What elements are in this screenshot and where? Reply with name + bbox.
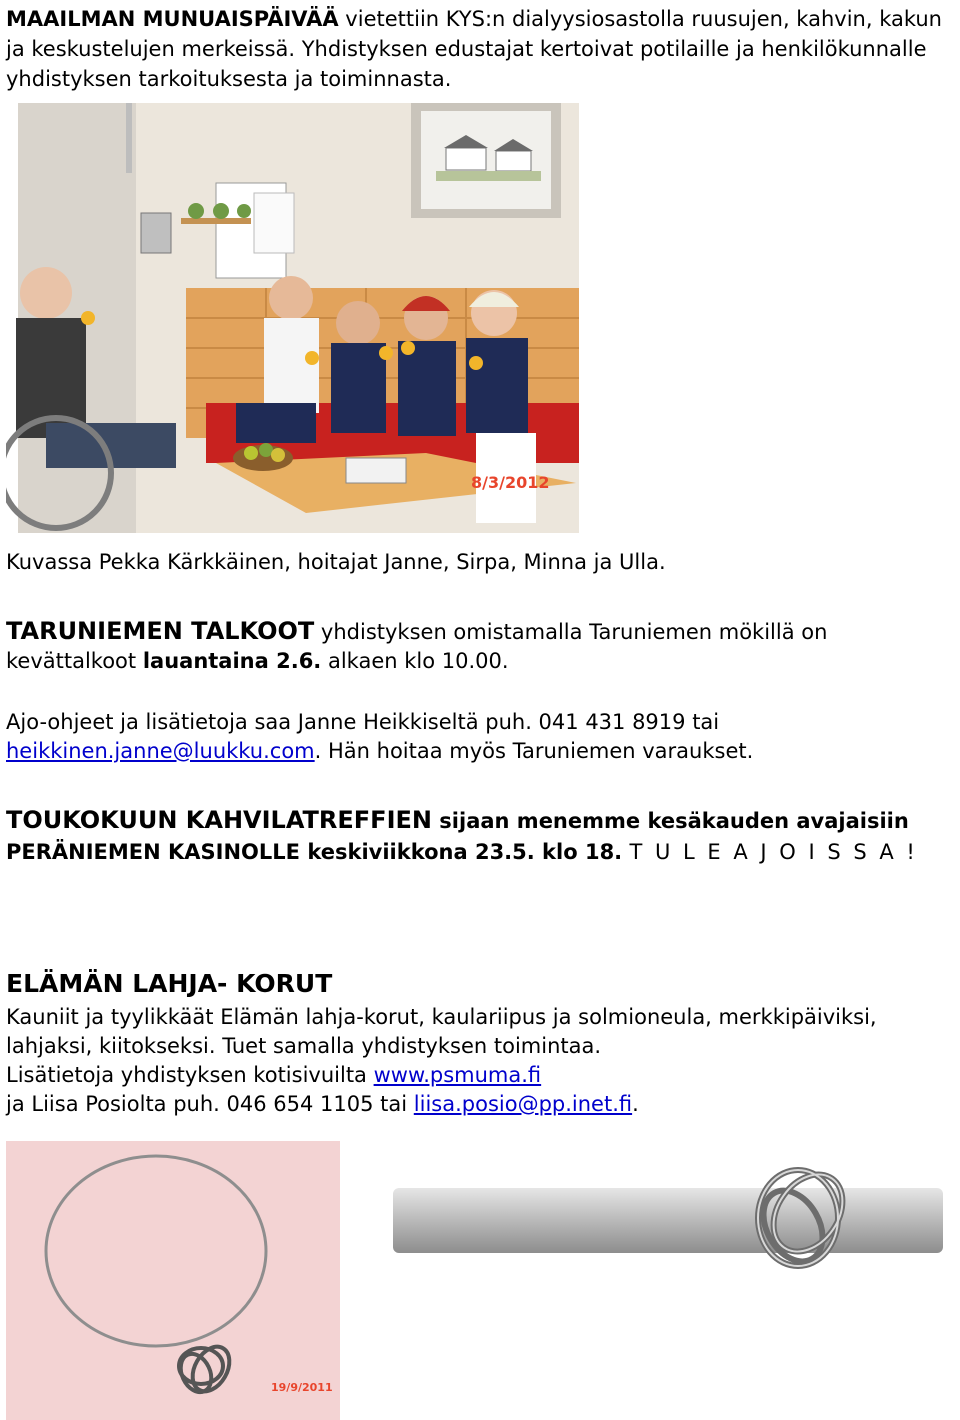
kahvila-heading: TOUKOKUUN KAHVILATREFFIEN xyxy=(6,806,432,834)
intro-heading: MAAILMAN MUNUAISPÄIVÄÄ xyxy=(6,7,339,31)
korut-line1: Kauniit ja tyylikkäät Elämän lahja-korut, kaulariipus ja solmioneula, merkkipäiviksi, lahjaksi, kiitokseksi. Tuet samalla yhdistyksen toimintaa. xyxy=(6,1005,877,1058)
korut-line3-prefix: ja Liisa Posiolta puh. 046 654 1105 tai xyxy=(6,1092,414,1116)
dialysis-ward-photo xyxy=(6,103,579,533)
intro-paragraph xyxy=(6,4,951,94)
taruniemi-text2: alkaen klo 10.00. xyxy=(321,649,509,673)
korut-section xyxy=(6,969,951,1119)
website-link[interactable]: www.psmuma.fi xyxy=(373,1063,542,1087)
photo-date-stamp: 8/3/2012 xyxy=(471,473,550,492)
taruniemi-text1: yhdistyksen omistamalla Taruniemen mökillä on kevättalkoot xyxy=(6,620,828,673)
korut-email-link[interactable]: liisa.posio@pp.inet.fi xyxy=(413,1092,633,1116)
contact-text1: Ajo-ohjeet ja lisätietoja saa Janne Heikkiseltä puh. 041 431 8919 tai xyxy=(6,710,720,734)
korut-line2-prefix: Lisätietoja yhdistyksen kotisivuilta xyxy=(6,1063,374,1087)
contact-text2: . Hän hoitaa myös Taruniemen varaukset. xyxy=(314,739,754,763)
taruniemi-paragraph xyxy=(6,617,951,676)
taruniemi-heading: TARUNIEMEN TALKOOT xyxy=(6,617,315,645)
photo-caption-block xyxy=(6,548,951,577)
korut-line3-suffix: . xyxy=(632,1092,639,1116)
photo-caption: Kuvassa Pekka Kärkkäinen, hoitajat Janne, Sirpa, Minna ja Ulla. xyxy=(6,550,666,574)
intro-text: vietettiin KYS:n dialyysiosastolla ruusujen, kahvin, kakun ja keskustelujen merkeissä. Yhdistyksen edustajat kertoivat potilaille ja henkilökunnalle yhdistyksen tarkoituksesta ja toiminnasta. xyxy=(6,7,942,91)
contact-paragraph xyxy=(6,708,951,766)
contact-email-link[interactable]: heikkinen.janne@luukku.com xyxy=(6,739,315,763)
kahvila-paragraph xyxy=(6,805,951,868)
korut-heading: ELÄMÄN LAHJA- KORUT xyxy=(6,969,333,998)
kahvila-spaced: T U L E A J O I S S A ! xyxy=(629,840,918,864)
kahvila-text: sijaan menemme kesäkauden avajaisiin PERÄNIEMEN KASINOLLE keskiviikkona 23.5. klo 18. xyxy=(6,809,909,864)
tie-clip-photo xyxy=(388,1158,948,1303)
necklace-date-stamp: 19/9/2011 xyxy=(271,1381,333,1394)
taruniemi-date: lauantaina 2.6. xyxy=(142,649,322,673)
necklace-photo xyxy=(6,1141,340,1420)
